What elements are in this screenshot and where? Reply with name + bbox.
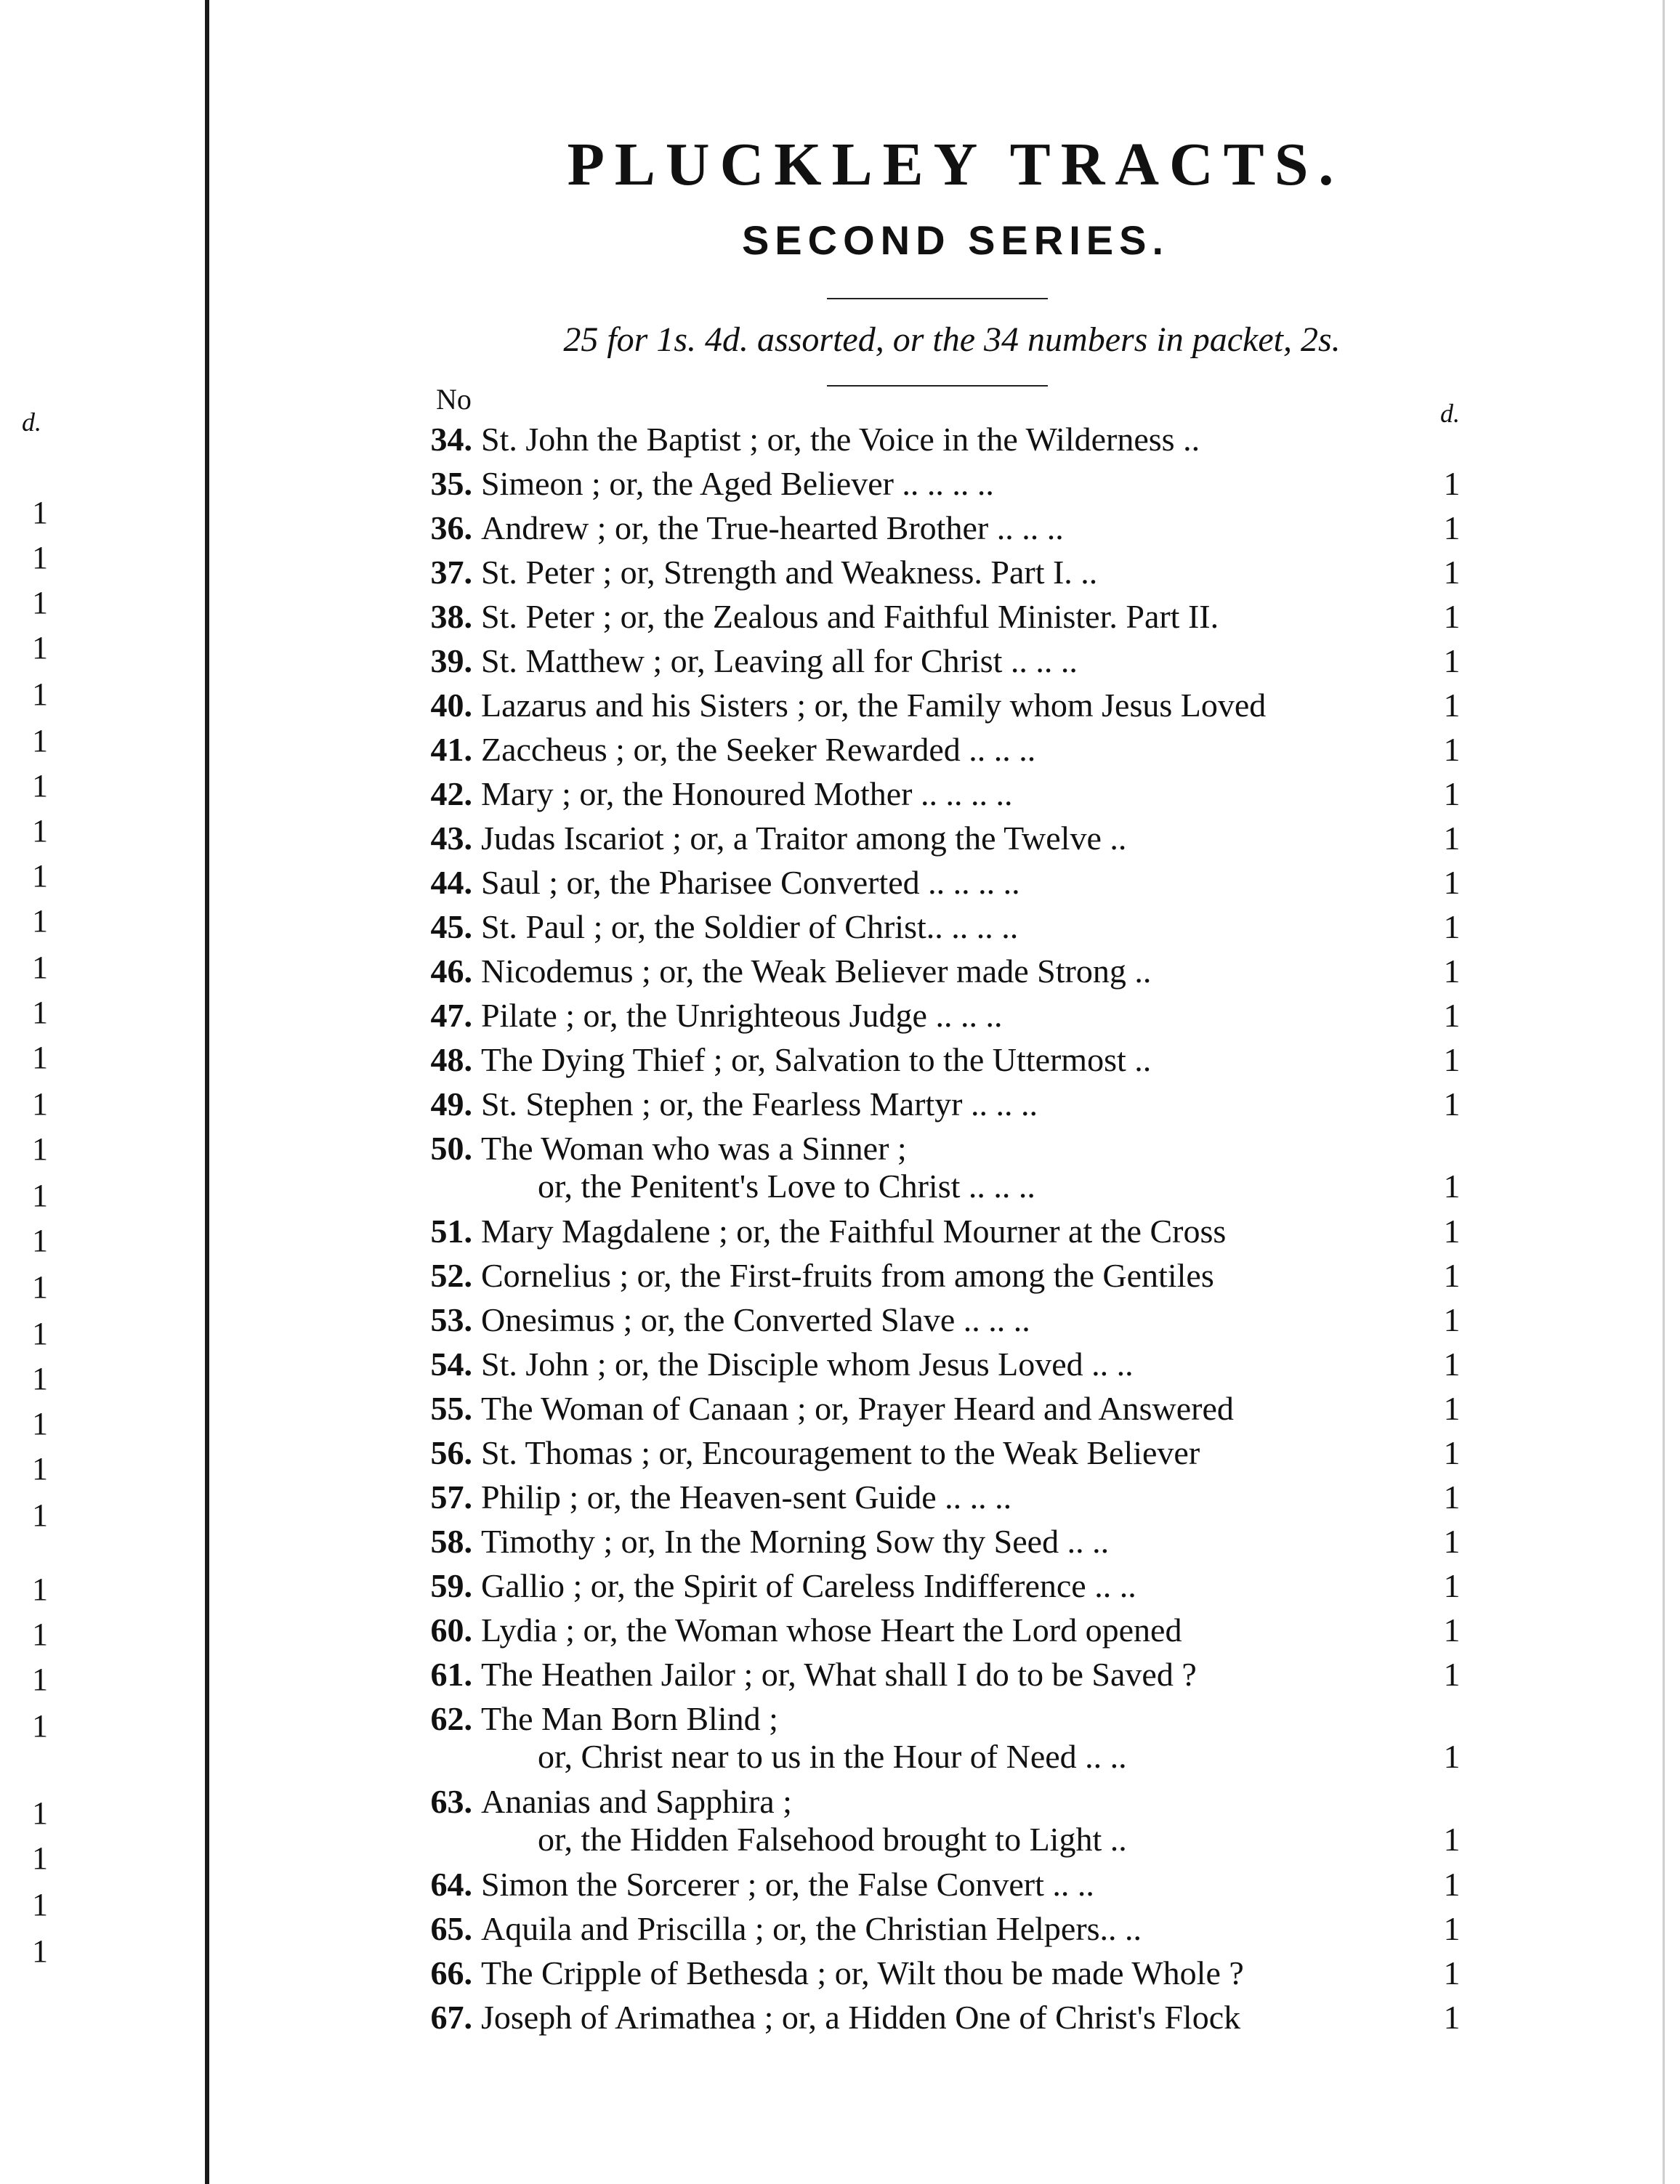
previous-price-value: 1: [32, 1617, 48, 1652]
tract-price: 1: [1443, 1085, 1461, 1123]
tract-number: 63.: [430, 1783, 472, 1820]
tract-price: 1: [1443, 1656, 1461, 1693]
tract-price: 1: [1443, 1213, 1461, 1250]
tract-number: 35.: [430, 465, 472, 502]
tract-title: Judas Iscariot ; or, a Traitor among the Twelve ..: [481, 820, 1127, 857]
tract-title: St. Stephen ; or, the Fearless Martyr .. .. ..: [481, 1085, 1038, 1123]
previous-price-value: 1: [32, 1316, 48, 1351]
previous-price-value: 1: [32, 630, 48, 666]
tract-title: Simeon ; or, the Aged Believer .. .. .. ..: [481, 465, 994, 502]
tract-title: The Heathen Jailor ; or, What shall I do to be Saved ?: [481, 1656, 1197, 1693]
previous-price-value: 1: [32, 1131, 48, 1167]
tract-price: 1: [1443, 687, 1461, 724]
tract-number: 47.: [430, 997, 472, 1034]
tract-title: Cornelius ; or, the First-fruits from among the Gentiles: [481, 1257, 1214, 1294]
tract-price: 1: [1443, 775, 1461, 812]
previous-price-value: 1: [32, 540, 48, 575]
previous-price-value: 1: [32, 1662, 48, 1697]
page-title: PLUCKLEY TRACTS.: [567, 131, 1344, 198]
previous-price-value: 1: [32, 1178, 48, 1213]
tract-price: 1: [1443, 1301, 1461, 1338]
previous-price-value: 1: [32, 1451, 48, 1487]
tract-number: 37.: [430, 554, 472, 591]
tract-title: Philip ; or, the Heaven-sent Guide .. .. ..: [481, 1479, 1012, 1516]
tract-subtitle: or, the Penitent's Love to Christ .. .. ..: [538, 1168, 1035, 1205]
tract-price: 1: [1443, 1041, 1461, 1078]
tract-price: 1: [1443, 1999, 1461, 2036]
previous-price-value: 1: [32, 950, 48, 985]
tract-number: 52.: [430, 1257, 472, 1294]
tract-number: 56.: [430, 1434, 472, 1471]
tract-title: St. Matthew ; or, Leaving all for Christ .. .. ..: [481, 642, 1078, 679]
tract-subtitle: or, the Hidden Falsehood brought to Light ..: [538, 1821, 1127, 1858]
tract-price: 1: [1443, 1910, 1461, 1947]
tract-number: 59.: [430, 1567, 472, 1604]
tract-price: 1: [1443, 1346, 1461, 1383]
tract-title: Lydia ; or, the Woman whose Heart the Lord opened: [481, 1611, 1182, 1649]
tract-price: 1: [1443, 1954, 1461, 1991]
tract-price: 1: [1443, 953, 1461, 990]
tract-title: Joseph of Arimathea ; or, a Hidden One of Christ's Flock: [481, 1999, 1241, 2036]
tract-price: 1: [1443, 1611, 1461, 1649]
tract-title: Mary Magdalene ; or, the Faithful Mourner at the Cross: [481, 1213, 1227, 1250]
tract-price: 1: [1443, 1567, 1461, 1604]
tract-number: 57.: [430, 1479, 472, 1516]
previous-price-value: 1: [32, 1840, 48, 1876]
previous-price-value: 1: [32, 768, 48, 804]
tract-number: 41.: [430, 731, 472, 768]
tract-price: 1: [1443, 820, 1461, 857]
tract-number: 48.: [430, 1041, 472, 1078]
previous-price-value: 1: [32, 1572, 48, 1607]
previous-price-value: 1: [32, 903, 48, 939]
previous-price-value: 1: [32, 1040, 48, 1075]
tract-price: 1: [1443, 1257, 1461, 1294]
tract-number: 45.: [430, 908, 472, 945]
tract-price: 1: [1443, 642, 1461, 679]
previous-price-value: 1: [32, 495, 48, 530]
tract-number: 39.: [430, 642, 472, 679]
tract-number: 42.: [430, 775, 472, 812]
tract-title: Timothy ; or, In the Morning Sow thy Seed .. ..: [481, 1523, 1110, 1560]
tract-number: 50.: [430, 1130, 472, 1167]
previous-price-value: 1: [32, 1497, 48, 1533]
tract-title: Zaccheus ; or, the Seeker Rewarded .. .. ..: [481, 731, 1036, 768]
tract-number: 40.: [430, 687, 472, 724]
tract-number: 66.: [430, 1954, 472, 1991]
tract-title: The Cripple of Bethesda ; or, Wilt thou be made Whole ?: [481, 1954, 1244, 1991]
previous-price-value: 1: [32, 1361, 48, 1396]
tract-number: 34.: [430, 421, 472, 458]
tract-price: 1: [1443, 554, 1461, 591]
tract-title: St. John ; or, the Disciple whom Jesus Loved .. ..: [481, 1346, 1134, 1383]
tract-number: 53.: [430, 1301, 472, 1338]
tract-title: St. John the Baptist ; or, the Voice in the Wilderness ..: [481, 421, 1200, 458]
tract-number: 54.: [430, 1346, 472, 1383]
tract-subtitle: or, Christ near to us in the Hour of Need .. ..: [538, 1738, 1127, 1775]
tract-title: Simon the Sorcerer ; or, the False Convert .. ..: [481, 1866, 1094, 1903]
tract-number: 60.: [430, 1611, 472, 1649]
price-line: 25 for 1s. 4d. assorted, or the 34 numbers in packet, 2s.: [563, 320, 1341, 359]
tract-title: Gallio ; or, the Spirit of Careless Indifference .. ..: [481, 1567, 1136, 1604]
previous-price-value: 1: [32, 1269, 48, 1305]
tract-number: 65.: [430, 1910, 472, 1947]
previous-price-value: 1: [32, 1086, 48, 1122]
previous-price-value: 1: [32, 1223, 48, 1258]
tract-price: 1: [1443, 1523, 1461, 1560]
tract-number: 36.: [430, 509, 472, 546]
tract-price: 1: [1443, 1821, 1461, 1858]
tract-title: St. Paul ; or, the Soldier of Christ.. .. .. ..: [481, 908, 1019, 945]
previous-price-value: 1: [32, 858, 48, 894]
tract-title: Andrew ; or, the True-hearted Brother .. .. ..: [481, 509, 1064, 546]
previous-price-value: 1: [32, 1933, 48, 1969]
tract-number: 51.: [430, 1213, 472, 1250]
tract-number: 38.: [430, 598, 472, 635]
tract-title: Aquila and Priscilla ; or, the Christian Helpers.. ..: [481, 1910, 1142, 1947]
tract-number: 46.: [430, 953, 472, 990]
tract-number: 62.: [430, 1700, 472, 1737]
tract-price: 1: [1443, 509, 1461, 546]
page-subtitle: SECOND SERIES.: [741, 217, 1170, 263]
tract-price: 1: [1443, 1390, 1461, 1427]
tract-price: 1: [1443, 1434, 1461, 1471]
tract-title: Pilate ; or, the Unrighteous Judge .. .. ..: [481, 997, 1003, 1034]
tract-price: 1: [1443, 731, 1461, 768]
tract-price: 1: [1443, 598, 1461, 635]
tract-title: Ananias and Sapphira ;: [481, 1783, 792, 1820]
tract-title: Mary ; or, the Honoured Mother .. .. .. ..: [481, 775, 1013, 812]
tract-price: 1: [1443, 465, 1461, 502]
tract-number: 43.: [430, 820, 472, 857]
tract-number: 58.: [430, 1523, 472, 1560]
tract-price: 1: [1443, 908, 1461, 945]
tract-title: The Dying Thief ; or, Salvation to the Uttermost ..: [481, 1041, 1152, 1078]
tract-title: St. Thomas ; or, Encouragement to the Weak Believer: [481, 1434, 1200, 1471]
tract-number: 49.: [430, 1085, 472, 1123]
previous-price-value: 1: [32, 1708, 48, 1744]
tract-price: 1: [1443, 1738, 1461, 1775]
tract-title: The Man Born Blind ;: [481, 1700, 778, 1737]
tract-price: 1: [1443, 1866, 1461, 1903]
tract-title: Lazarus and his Sisters ; or, the Family whom Jesus Loved: [481, 687, 1267, 724]
previous-price-value: 1: [32, 676, 48, 712]
tract-price: 1: [1443, 1479, 1461, 1516]
number-column-header: No: [436, 383, 472, 416]
tract-title: The Woman of Canaan ; or, Prayer Heard and Answered: [481, 1390, 1234, 1427]
tract-number: 55.: [430, 1390, 472, 1427]
tract-title: Onesimus ; or, the Converted Slave .. .. ..: [481, 1301, 1030, 1338]
tract-title: St. Peter ; or, the Zealous and Faithful Minister. Part II.: [481, 598, 1219, 635]
tract-price: 1: [1443, 997, 1461, 1034]
previous-price-value: 1: [32, 813, 48, 849]
tract-price: 1: [1443, 1168, 1461, 1205]
tract-price: 1: [1443, 864, 1461, 901]
previous-price-value: 1: [32, 585, 48, 620]
tract-title: The Woman who was a Sinner ;: [481, 1130, 907, 1167]
previous-column-header: d.: [22, 408, 41, 437]
tract-number: 67.: [430, 1999, 472, 2036]
tract-title: St. Peter ; or, Strength and Weakness. Part I. ..: [481, 554, 1098, 591]
previous-price-value: 1: [32, 1887, 48, 1922]
previous-price-value: 1: [32, 1795, 48, 1831]
tract-title: Saul ; or, the Pharisee Converted .. .. .. ..: [481, 864, 1020, 901]
price-column-header: d.: [1440, 399, 1460, 428]
tract-number: 61.: [430, 1656, 472, 1693]
previous-price-value: 1: [32, 995, 48, 1030]
tract-title: Nicodemus ; or, the Weak Believer made Strong ..: [481, 953, 1152, 990]
previous-price-value: 1: [32, 1406, 48, 1441]
tract-number: 64.: [430, 1866, 472, 1903]
tract-number: 44.: [430, 864, 472, 901]
previous-price-value: 1: [32, 723, 48, 759]
